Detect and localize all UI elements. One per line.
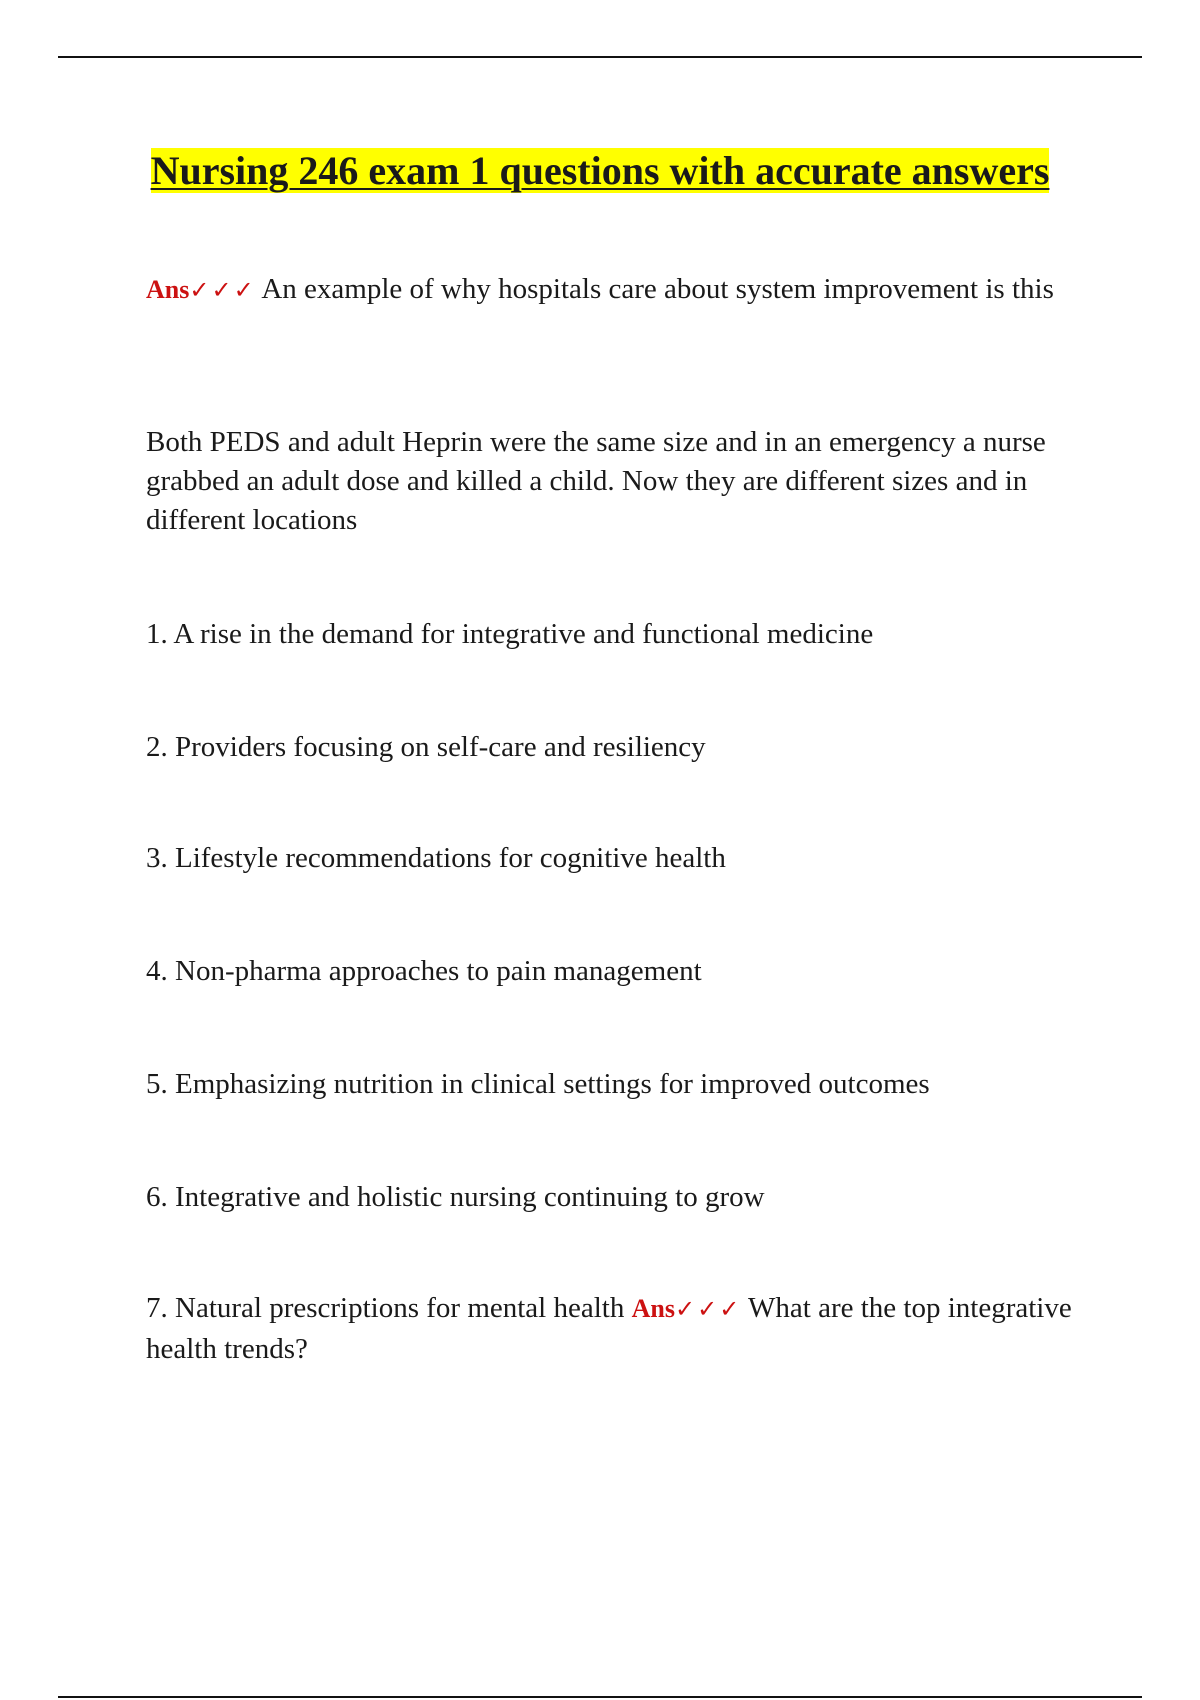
question-1-text: An example of why hospitals care about system improvement is this [261, 273, 1054, 305]
bottom-rule [58, 1696, 1142, 1698]
checkmark-icon: ✓✓✓ [189, 278, 256, 304]
top-rule [58, 56, 1142, 58]
question-1 [146, 270, 1076, 311]
answer-1: Both PEDS and adult Heprin were the same size and in an emergency a nurse grabbed an adult dose and killed a child. Now they are different sizes and in different locations [146, 426, 1046, 536]
list-item: 1. A rise in the demand for integrative and functional medicine [146, 618, 874, 650]
checkmark-icon: ✓✓✓ [674, 1297, 742, 1323]
list-item-7 [146, 1289, 1076, 1369]
document-title [120, 143, 1080, 198]
ans-label: Ans [146, 275, 190, 304]
list-item: 3. Lifestyle recommendations for cognitive health [146, 842, 726, 874]
question-2-text: What are the top integrative health trends? [146, 1292, 1072, 1365]
list-item: 5. Emphasizing nutrition in clinical settings for improved outcomes [146, 1068, 930, 1100]
list-item: 4. Non-pharma approaches to pain management [146, 955, 702, 987]
title-highlight: Nursing 246 exam 1 questions with accurate answers [150, 148, 1050, 193]
list-item-7-text: 7. Natural prescriptions for mental health [146, 1292, 625, 1324]
list-item: 2. Providers focusing on self-care and resiliency [146, 731, 706, 763]
list-item: 6. Integrative and holistic nursing continuing to grow [146, 1181, 765, 1213]
ans-label: Ans [631, 1294, 675, 1323]
